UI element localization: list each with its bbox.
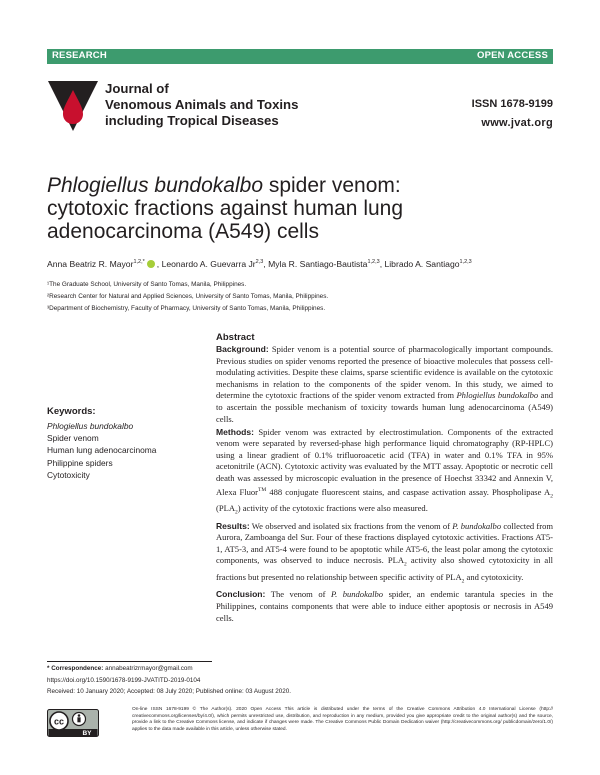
abstract-background: Background: Spider venom is a potential source of pharmacologically important compounds. Previous studies on spider venoms reported the presence of bioactive molecules that possess cell-modulating activities. Despite these claims, sparse scientific evidence is available on the cytotoxic mechanisms in relation to the components of the spider venom. In this study, we aimed to determine the cytotoxic fractions of the spider venom extracted from Phlogiellus bundokalbo and to ascertain the possible mechanism of toxicity towards human lung adenocarcinoma (A549) cells. [216, 344, 553, 424]
abstract-heading: Abstract [216, 332, 255, 343]
issn: ISSN 1678-9199 [471, 98, 553, 110]
open-access-label: OPEN ACCESS [476, 50, 548, 61]
author-name[interactable]: Myla R. Santiago-Bautista [268, 259, 368, 269]
footnote-divider [47, 661, 212, 662]
venom-drop-logo-icon [47, 80, 99, 132]
author-name[interactable]: Leonardo A. Guevarra Jr [161, 259, 256, 269]
author-affil: 1,2,3 [367, 259, 380, 266]
journal-name-line2: Venomous Animals and Toxins [105, 97, 299, 112]
journal-name-line3: including Tropical Diseases [105, 113, 279, 128]
author-affil: 1,2,* [133, 259, 145, 266]
abstract-conclusion: Conclusion: The venom of P. bundokalbo spider, an endemic tarantula species in the Philippines, contains components that were able to induce either apoptosis or necrosis in A549 cells. [216, 589, 554, 623]
keywords-heading: Keywords: [47, 406, 96, 417]
abstract-body [216, 344, 553, 626]
doi-link[interactable]: https://doi.org/10.1590/1678-9199-JVATITD-2019-0104 [47, 677, 201, 684]
journal-website-link[interactable]: www.jvat.org [481, 117, 553, 129]
keyword-item: Phlogiellus bundokalbo [47, 421, 134, 431]
abstract-methods: Methods: Spider venom was extracted by electrostimulation. Components of the extracted venom were separated by reversed-phase high performance liquid chromatography (RP-HPLC) using a linear gradient of 0.1% trifluoroacetic acid (TFA) in water and 0.1% TFA in 95% acetonitrile (ACN). Cytotoxic activity was evaluated by the MTT assay. Apoptotic or necrotic cell death was assessed by microscopic evaluation in the presence of Hoechst 33342 and Annexin V, Alexa Fluor™ 488 conjugate fluorescent stains, and caspase activation assay. Phospholipase $A_2$ $(PLA_2)$ activity of the cytotoxic fractions were also measured. [216, 426, 553, 516]
journal-name-line1: Journal of [105, 81, 169, 96]
affiliation: ³Department of Biochemistry, Faculty of Pharmacy, University of Santo Tomas, Manila, Philippines. [47, 305, 326, 312]
keyword-item: Philippine spiders [47, 457, 113, 468]
title-line2: cytotoxic fractions against human lung [47, 197, 404, 220]
affiliation: ¹The Graduate School, University of Santo Tomas, Manila, Philippines. [47, 281, 247, 288]
author-name[interactable]: Librado A. Santiago [384, 259, 460, 269]
header-bar [47, 49, 553, 64]
article-title [47, 174, 487, 243]
svg-text:cc: cc [53, 716, 65, 727]
svg-text:BY: BY [82, 730, 92, 737]
affiliation: ²Research Center for Natural and Applied Sciences, University of Santo Tomas, Manila, Philippines. [47, 293, 329, 300]
author-affil: 1,2,3 [459, 259, 472, 266]
article-dates: Received: 10 January 2020; Accepted: 08 July 2020; Published online: 03 August 2020. [47, 688, 292, 695]
title-species: Phlogiellus bundokalbo [47, 174, 263, 197]
author-affil: 2,3 [255, 259, 264, 266]
keyword-item: Spider venom [47, 433, 99, 444]
title-line1-rest: spider venom: [263, 174, 401, 197]
correspondence-email-link[interactable]: annabeatrizrmayor@gmail.com [103, 665, 193, 672]
title-line3: adenocarcinoma (A549) cells [47, 220, 319, 243]
license-text: On-line ISSN 1678-9199 © The Author(s). 2020 Open Access This article is distributed under the terms of the Creative Commons Attribution 4.0 International License (http:// creativecommons.org/licenses/by/4.0/), which permits unrestricted use, distribution, and reproduction in any medium, provided you give appropriate credit to the original author(s) and the source, provide a link to the Creative Commons license, and indicate if changes were made. The Creative Commons Public Domain Dedication waiver (http://creativecommons.org/ publicdomain/zero/1.0/) applies to the data made available in this article, unless otherwise stated. [132, 707, 553, 732]
correspondence: * Correspondence: annabeatrizrmayor@gmail.com [47, 665, 193, 672]
orcid-icon[interactable] [147, 260, 155, 268]
cc-by-license-icon[interactable] [47, 709, 99, 737]
keywords-list [47, 420, 156, 481]
keyword-item: Human lung adenocarcinoma [47, 445, 157, 456]
section-label: RESEARCH [52, 50, 107, 61]
author-name[interactable]: Anna Beatriz R. Mayor [47, 259, 134, 269]
keyword-item: Cytotoxicity [47, 469, 90, 480]
journal-name [105, 81, 298, 129]
abstract-results: Results: We observed and isolated six fractions from the venom of P. bundokalbo collected from Aurora, Zamboanga del Sur. Four of these fractions displayed cytotoxic activities. Fractions AT5-1, AT5-3, and AT5-4 were found to be apoptotic while AT5-6, the least polar among the cytotoxic components, was observed to induce necrosis. $PLA_2$ activity also showed cytotoxicity in all fractions but presented no relationship between specific activity of $PLA_2$ and cytotoxicity. [216, 520, 554, 585]
author-list: Anna Beatriz R. Mayor$^{1,2,*}$ , Leonardo A. Guevarra Jr$^{2,3}$, Myla R. Santiago-Bautista$^{1,2,3}$, Librado A. Santiago$^{1,2,3}$ [47, 259, 472, 269]
